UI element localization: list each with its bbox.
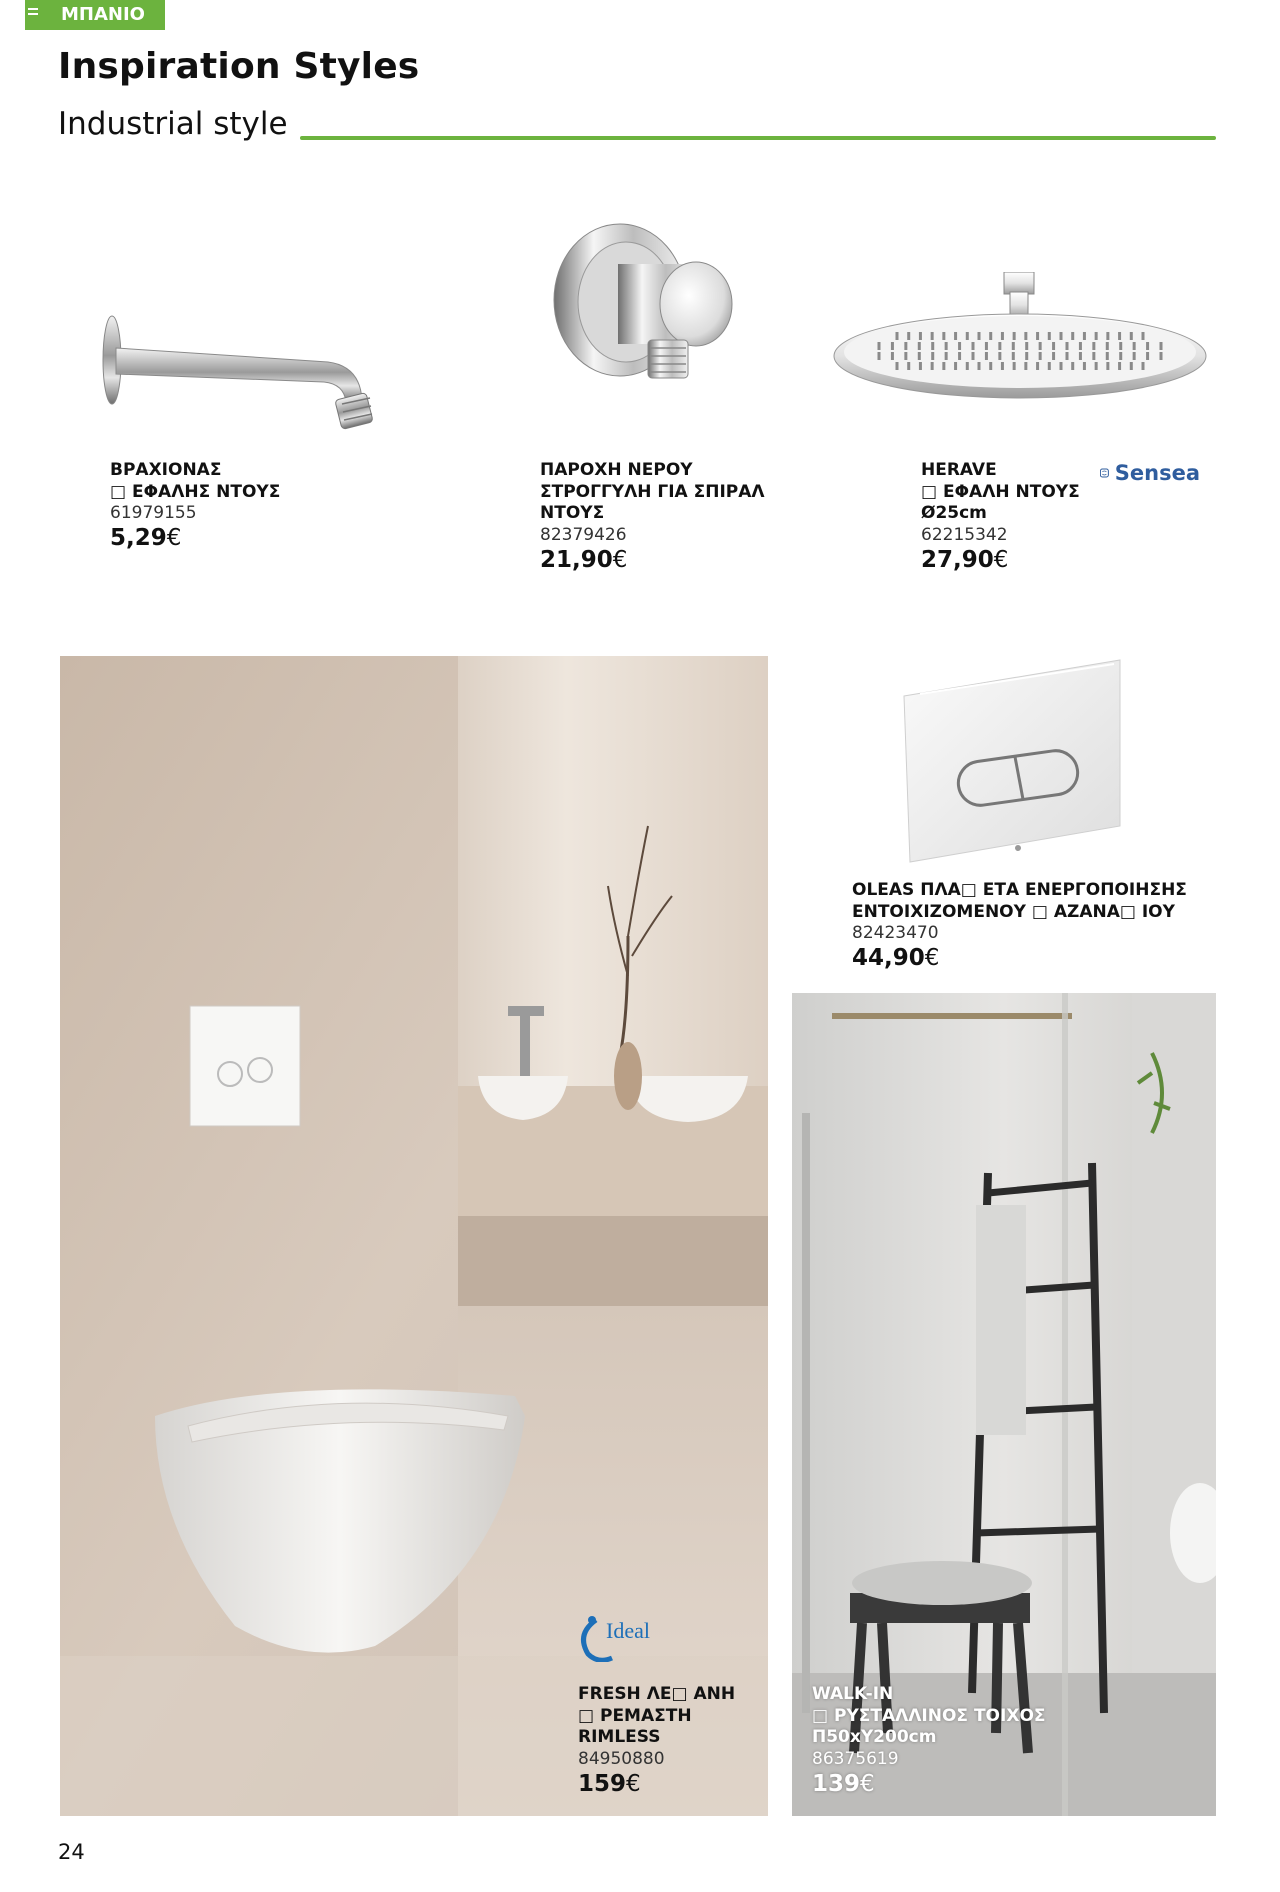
product-code: 61979155 [110,503,197,523]
product-name-line: OLEAS ΠΛΑ□ ΕΤΑ ΕΝΕΡΓΟΠΟΙΗΣΗΣ [852,880,1187,900]
product-price: 44,90€ [852,945,940,971]
shower-arm-image [98,300,378,440]
product-card [921,460,1181,574]
product-name-line: HERAVE [921,460,997,480]
product-price: 159€ [578,1770,641,1797]
product-name-line: □ ΡΥΣΤΑΛΛΙΝΟΣ ΤΟΙΧΟΣ [812,1705,1046,1726]
product-name-line: ΒΡΑΧΙΟΝΑΣ [110,460,222,480]
ideal-standard-logo [578,1612,668,1662]
product-price: 27,90€ [921,546,1009,573]
shower-head-image [832,272,1208,402]
product-card [540,460,840,574]
page-subtitle: Industrial style [58,106,288,142]
product-code: 82423470 [852,923,939,943]
product-name-line: □ ΕΦΑΛΗΣ ΝΤΟΥΣ [110,481,281,502]
section-tab [25,0,165,30]
product-code: 82379426 [540,524,627,545]
product-name-line: WALK-IN [812,1684,894,1704]
product-code: 86375619 [812,1748,899,1769]
water-outlet-image [548,222,738,412]
page-number: 24 [58,1840,85,1864]
product-name-line: ΣΤΡΟΓΓΥΛΗ ΓΙΑ ΣΠΙΡΑΛ [540,481,765,502]
product-name-line: RIMLESS [578,1727,661,1747]
product-name-line: ΕΝΤΟΙΧΙΖΟΜΕΝΟΥ □ ΑΖΑΝΑ□ ΙΟΥ [852,901,1175,922]
product-name-line: □ ΡΕΜΑΣΤΗ [578,1705,692,1726]
page-title: Inspiration Styles [58,46,420,87]
product-name-line: Ø25cm [921,503,987,523]
product-name-line: □ ΕΦΑΛΗ ΝΤΟΥΣ [921,481,1080,502]
product-name-line: ΝΤΟΥΣ [540,503,605,523]
product-name-line: Π50xΥ200cm [812,1727,937,1747]
product-price: 139€ [812,1770,875,1797]
ideal-logo-text: Ideal [606,1618,650,1643]
product-code: 62215342 [921,524,1008,545]
product-card [812,1684,1142,1798]
product-card [852,880,1232,972]
sensea-logo-text: Sensea [1114,461,1200,485]
product-price: 5,29€ [110,525,182,551]
product-name-line: FRESH ΛΕ□ ΑΝΗ [578,1684,736,1704]
product-code: 84950880 [578,1748,665,1769]
product-card [110,460,410,552]
product-card [578,1684,768,1798]
section-tab-label: ΜΠΑΝΙΟ [61,4,145,25]
subtitle-divider [300,136,1216,140]
section-tab-mark [28,8,38,22]
product-price: 21,90€ [540,546,628,573]
product-name-line: ΠΑΡΟΧΗ ΝΕΡΟΥ [540,460,693,480]
flush-plate-image [900,656,1130,866]
